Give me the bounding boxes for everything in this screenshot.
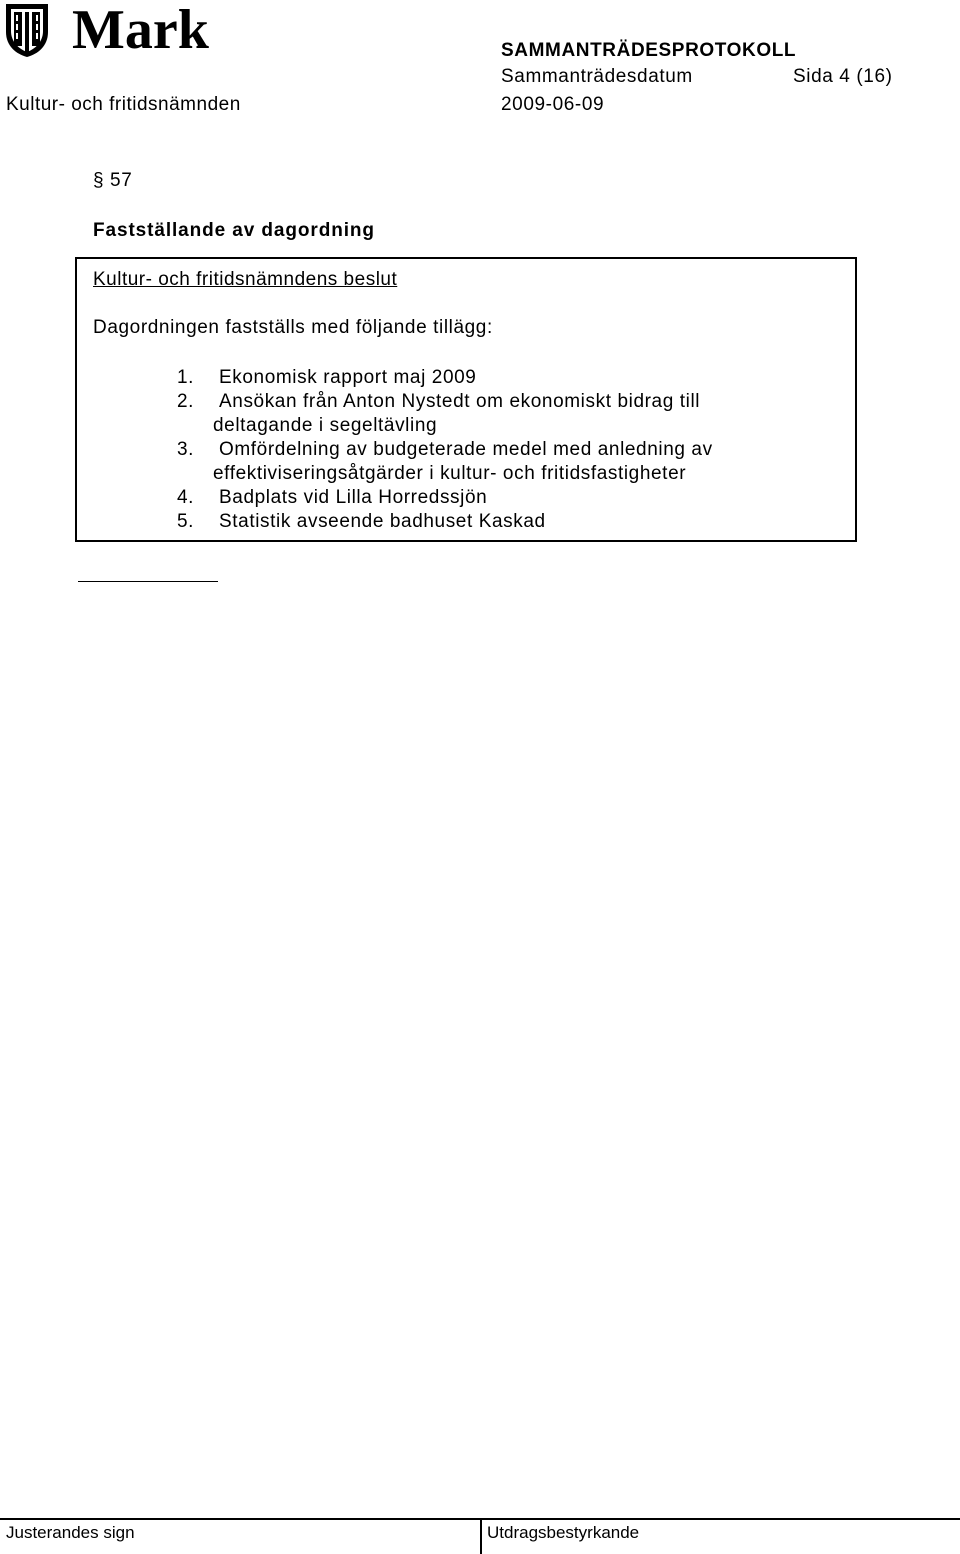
- list-item-text: Statistik avseende badhuset Kaskad: [219, 511, 546, 532]
- section-title: Fastställande av dagordning: [93, 220, 375, 241]
- list-item: [177, 366, 713, 390]
- list-item-number: 5.: [177, 511, 195, 532]
- list-item-continuation: effektiviseringsåtgärder i kultur- och fritidsfastigheter: [213, 463, 687, 484]
- list-item-text: Omfördelning av budgeterade medel med anledning av: [219, 439, 713, 460]
- committee-name: Kultur- och fritidsnämnden: [6, 94, 241, 115]
- section-number: § 57: [93, 170, 133, 191]
- list-item: [177, 438, 713, 462]
- list-item-text: Badplats vid Lilla Horredssjön: [219, 487, 488, 508]
- decision-intro: Dagordningen fastställs med följande tillägg:: [93, 317, 493, 338]
- decision-heading: Kultur- och fritidsnämndens beslut: [93, 269, 398, 290]
- footer-divider: [480, 1518, 482, 1554]
- document-type: SAMMANTRÄDESPROTOKOLL: [501, 40, 797, 61]
- municipal-crest-icon: [4, 2, 50, 58]
- agenda-additions-list: [177, 366, 713, 534]
- list-item-text: Ekonomisk rapport maj 2009: [219, 367, 477, 388]
- list-item: [177, 510, 713, 534]
- list-item-number: 2.: [177, 391, 195, 412]
- section-end-rule: [78, 581, 218, 582]
- list-item-number: 4.: [177, 487, 195, 508]
- municipality-logo-text: Mark: [72, 0, 209, 61]
- page-number: Sida 4 (16): [793, 66, 893, 87]
- list-item: [177, 486, 713, 510]
- footer-signature-label: Justerandes sign: [6, 1523, 135, 1542]
- list-item-number: 3.: [177, 439, 195, 460]
- list-item-number: 1.: [177, 367, 195, 388]
- list-item: [177, 390, 713, 414]
- list-item-continuation: deltagande i segeltävling: [213, 415, 438, 436]
- list-item-text: Ansökan från Anton Nystedt om ekonomiskt bidrag till: [219, 391, 701, 412]
- meeting-date: 2009-06-09: [501, 94, 605, 115]
- meeting-date-label: Sammanträdesdatum: [501, 66, 693, 87]
- footer-certification-label: Utdragsbestyrkande: [487, 1523, 640, 1542]
